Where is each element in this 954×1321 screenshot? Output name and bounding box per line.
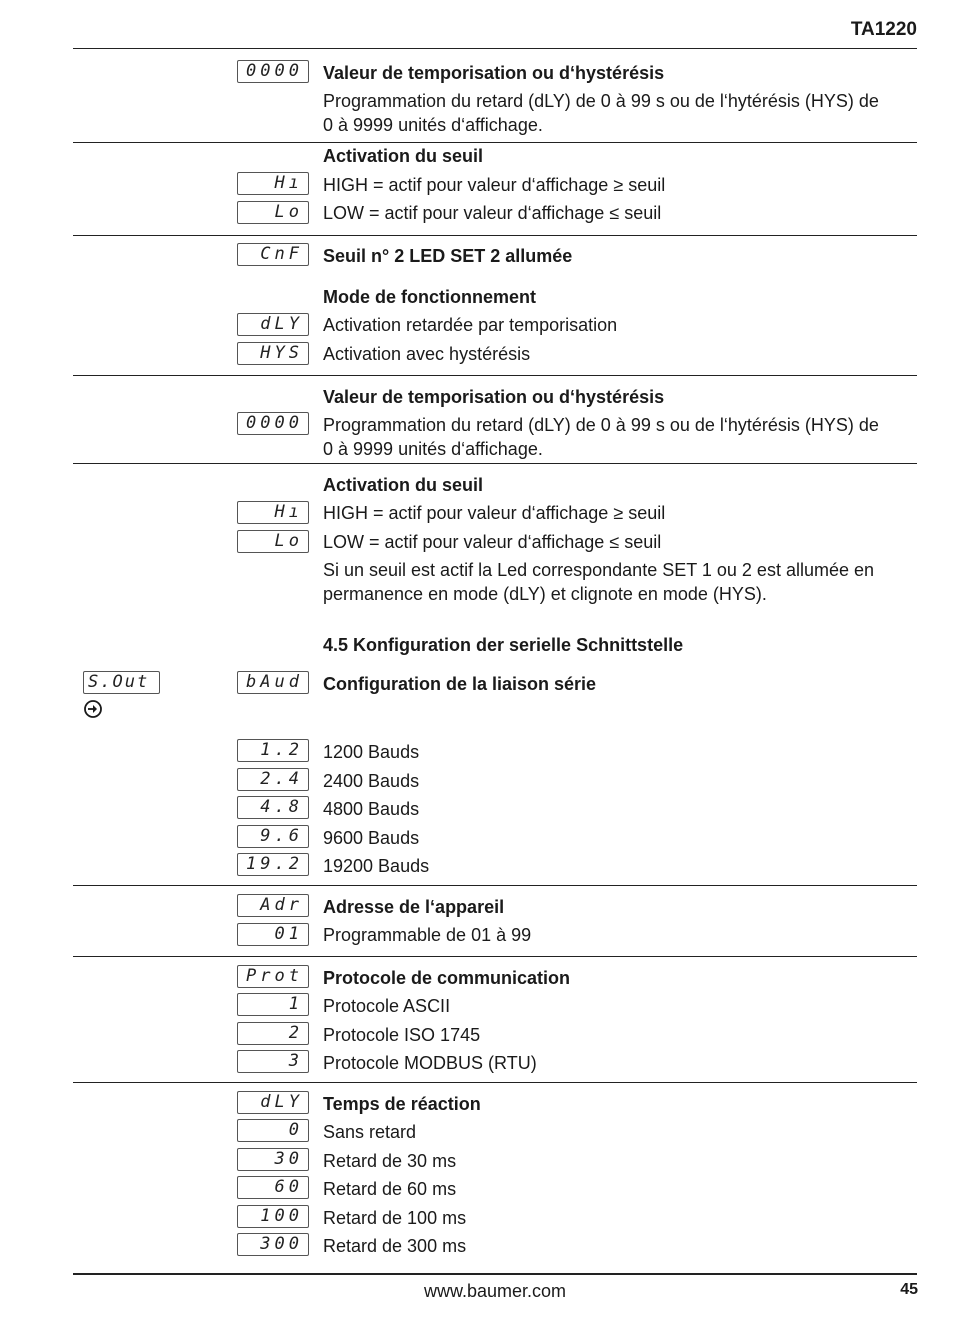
description-text: 0 à 9999 unités d‘affichage. [323, 115, 543, 135]
lcd-display: 4.8 [237, 796, 309, 819]
lcd-display: 100 [237, 1205, 309, 1228]
section-heading: Activation du seuil [323, 146, 484, 166]
lcd-display: Lo [237, 201, 309, 224]
lcd-display: 30 [237, 1148, 309, 1171]
lcd-display: Hı [237, 501, 309, 524]
lcd-display: 1.2 [237, 739, 309, 762]
option-text: Retard de 30 ms [323, 1151, 457, 1171]
lcd-display: 0000 [237, 412, 309, 435]
option-text: Retard de 100 ms [323, 1208, 467, 1228]
section-heading: Valeur de temporisation ou d‘hystérésis [323, 387, 665, 407]
lcd-display: CnF [237, 243, 309, 266]
lcd-display: 300 [237, 1233, 309, 1256]
footer-rule [73, 1273, 917, 1275]
lcd-display: Lo [237, 530, 309, 553]
option-text: 2400 Bauds [323, 771, 420, 791]
option-text: HIGH = actif pour valeur d‘affichage ≥ seuil [323, 503, 666, 523]
option-text: Protocole ASCII [323, 996, 451, 1016]
lcd-display: 60 [237, 1176, 309, 1199]
option-text: LOW = actif pour valeur d‘affichage ≤ seuil [323, 532, 662, 552]
lcd-display: 0 [237, 1119, 309, 1142]
lcd-display: bAud [237, 671, 309, 694]
option-text: LOW = actif pour valeur d‘affichage ≤ seuil [323, 203, 662, 223]
lcd-display: dLY [237, 1091, 309, 1114]
section-divider [73, 885, 917, 886]
lcd-display: 9.6 [237, 825, 309, 848]
sub-heading: Mode de fonctionnement [323, 287, 536, 307]
option-text: 19200 Bauds [323, 856, 430, 876]
lcd-menu-display: S.Out [83, 671, 160, 694]
section-heading: Protocole de communication [323, 968, 571, 988]
lcd-display: 01 [237, 923, 309, 946]
lcd-display: Hı [237, 172, 309, 195]
lcd-display: HYS [237, 342, 309, 365]
section-heading: Temps de réaction [323, 1094, 481, 1114]
description-text: Programmation du retard (dLY) de 0 à 99 s ou de l‘hytérésis (HYS) de [323, 91, 879, 111]
description-text: Programmation du retard (dLY) de 0 à 99 s ou de l‘hytérésis (HYS) de [323, 415, 879, 435]
lcd-display: 1 [237, 993, 309, 1016]
lcd-display: dLY [237, 313, 309, 336]
option-text: Protocole MODBUS (RTU) [323, 1053, 537, 1073]
section-heading: Adresse de l‘appareil [323, 897, 505, 917]
option-text: Activation retardée par temporisation [323, 315, 618, 335]
section-divider [73, 1082, 917, 1083]
lcd-display: Prot [237, 965, 309, 988]
section-divider [73, 235, 917, 236]
description-text: 0 à 9999 unités d‘affichage. [323, 439, 543, 459]
section-divider [73, 375, 917, 376]
option-text: HIGH = actif pour valeur d‘affichage ≥ seuil [323, 175, 666, 195]
section-title: 4.5 Konfiguration der serielle Schnittstelle [323, 635, 684, 655]
note-text: Si un seuil est actif la Led correspondante SET 1 ou 2 est allumée en [323, 560, 875, 580]
lcd-display: 3 [237, 1050, 309, 1073]
lcd-display: 0000 [237, 60, 309, 83]
section-heading: Valeur de temporisation ou d‘hystérésis [323, 63, 665, 83]
option-text: 4800 Bauds [323, 799, 420, 819]
section-divider [73, 463, 917, 464]
arrow-right-circle-icon [84, 700, 102, 718]
page-header-title: TA1220 [850, 19, 917, 40]
option-text: Retard de 300 ms [323, 1236, 467, 1256]
header-rule [73, 48, 917, 49]
section-divider [73, 956, 917, 957]
section-heading: Activation du seuil [323, 475, 484, 495]
option-text: 9600 Bauds [323, 828, 420, 848]
lcd-display: Adr [237, 894, 309, 917]
note-text: permanence en mode (dLY) et clignote en mode (HYS). [323, 584, 767, 604]
lcd-display: 2.4 [237, 768, 309, 791]
lcd-display: 2 [237, 1022, 309, 1045]
option-text: Protocole ISO 1745 [323, 1025, 481, 1045]
description-text: Programmable de 01 à 99 [323, 925, 532, 945]
option-text: Retard de 60 ms [323, 1179, 457, 1199]
section-divider [73, 142, 917, 143]
option-text: Sans retard [323, 1122, 417, 1142]
section-heading: Configuration de la liaison série [323, 674, 597, 694]
option-text: 1200 Bauds [323, 742, 420, 762]
page-number: 45 [900, 1281, 918, 1298]
footer-url: www.baumer.com [423, 1281, 567, 1301]
section-heading: Seuil n° 2 LED SET 2 allumée [323, 246, 573, 266]
lcd-display: 19.2 [237, 853, 309, 876]
option-text: Activation avec hystérésis [323, 344, 531, 364]
